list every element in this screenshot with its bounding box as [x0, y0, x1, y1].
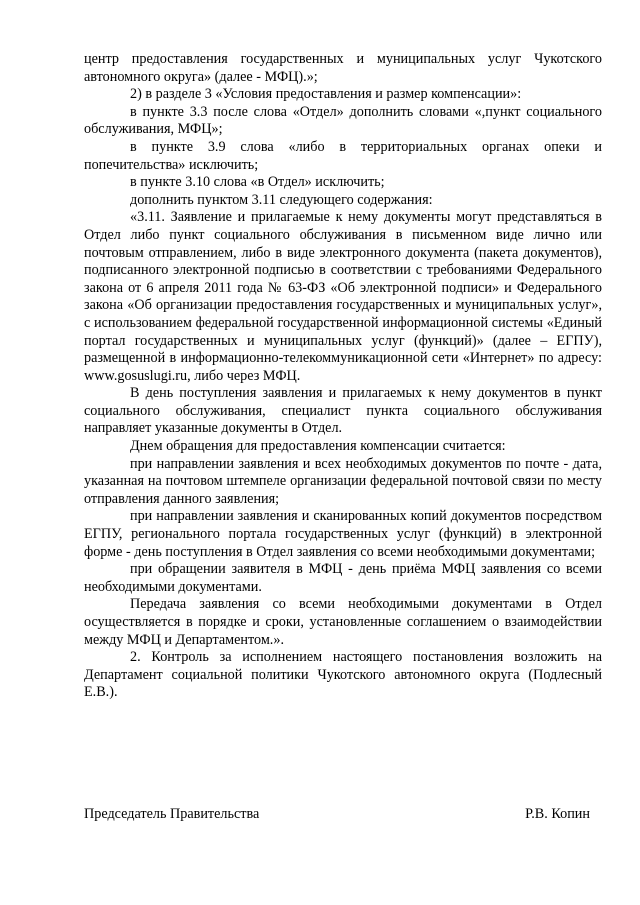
paragraph-13: 2. Контроль за исполнением настоящего постановления возложить на Департамент социальной политики Чукотского автономного округа (Подлесный Е.В.). [84, 649, 602, 701]
paragraph-2: в пункте 3.3 после слова «Отдел» дополнить словами «,пункт социального обслуживания, МФЦ»; [84, 103, 602, 138]
paragraph-4: в пункте 3.10 слова «в Отдел» исключить; [130, 174, 385, 191]
document-body [84, 51, 602, 702]
signature-block [84, 806, 590, 824]
paragraph-7: В день поступления заявления и прилагаемых к нему документов в пункт социального обслуживания, специалист пункта социального обслуживания направляет указанные документы в Отдел. [84, 385, 602, 437]
paragraph-8: Днем обращения для предоставления компенсации считается: [130, 438, 506, 455]
signatory-position: Председатель Правительства [84, 806, 260, 822]
paragraph-10: при направлении заявления и сканированных копий документов посредством ЕГПУ, регионального портала государственных услуг (функций) в электронной форме - день поступления в Отдел заявления со всеми необходимыми документами; [84, 508, 602, 560]
paragraph-9: при направлении заявления и всех необходимых документов по почте - дата, указанная на почтовом штемпеле организации федеральной почтовой связи по месту отправления данного заявления; [84, 455, 602, 507]
paragraph-5: дополнить пунктом 3.11 следующего содержания: [130, 191, 433, 208]
paragraph-3: в пункте 3.9 слова «либо в территориальных органах опеки и попечительства» исключить; [84, 138, 602, 173]
paragraph-12: Передача заявления со всеми необходимыми документами в Отдел осуществляется в порядке и сроки, установленные соглашением о взаимодействии между МФЦ и Департаментом.». [84, 596, 602, 648]
signatory-name: Р.В. Копин [525, 806, 590, 822]
paragraph-11: при обращении заявителя в МФЦ - день приёма МФЦ заявления со всеми необходимыми документами. [84, 561, 602, 595]
paragraph-0: центр предоставления государственных и муниципальных услуг Чукотского автономного округа» (далее - МФЦ).»; [84, 51, 602, 85]
paragraph-6: «3.11. Заявление и прилагаемые к нему документы могут представляться в Отдел либо пункт социального обслуживания в письменном виде лично или почтовым отправлением, либо в виде электронного документа (пакета документов), подписанного электронной подписью в соответствии с требованиями Федерального закона от 6 апреля 2011 года № 63-ФЗ «Об электронной подписи» и Федерального закона «Об организации предоставления государственных и муниципальных услуг», с использованием федеральной государственной информационной системы «Единый портал государственных и муниципальных услуг (функций)» (далее – ЕГПУ), размещенной в информационно-телекоммуникационной сети «Интернет» по адресу: www.gosuslugi.ru, либо через МФЦ. [84, 209, 602, 384]
paragraph-1: 2) в разделе 3 «Условия предоставления и размер компенсации»: [130, 86, 522, 103]
